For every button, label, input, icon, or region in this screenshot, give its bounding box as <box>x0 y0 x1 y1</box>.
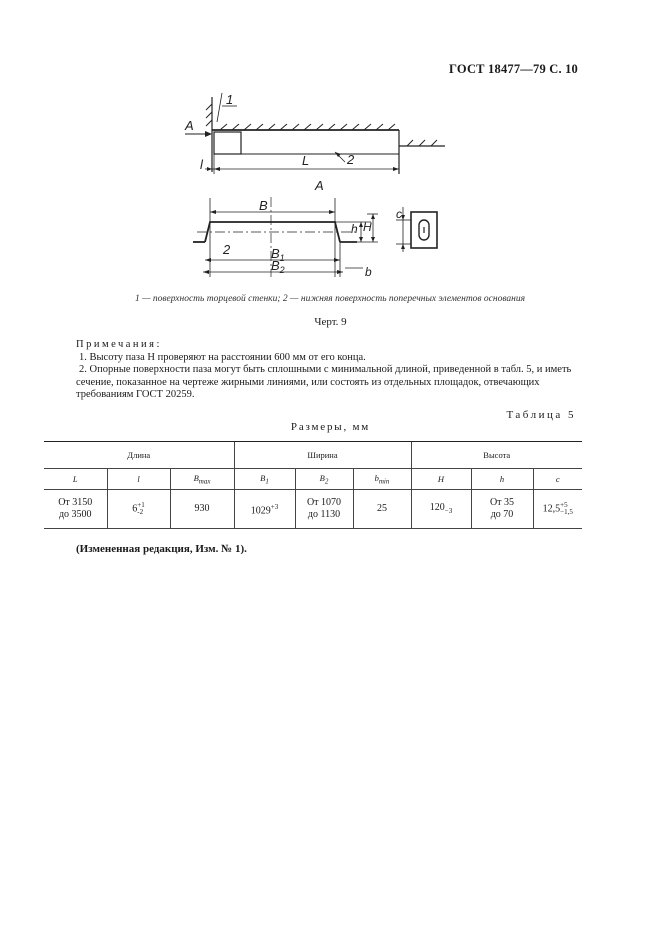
label-c: c <box>396 207 402 221</box>
leader-1 <box>217 93 222 122</box>
label-1-top: 1 <box>226 92 234 107</box>
label-h: h <box>351 222 358 236</box>
note-item-1: 1. Высоту паза Н проверяют на расстоянии 600 мм от его конца. <box>79 351 366 363</box>
label-2-section: 2 <box>223 242 231 257</box>
group-height: Высота <box>411 442 582 469</box>
label-B: B <box>259 198 268 213</box>
cell-H: $120_{-3}$ <box>411 490 471 529</box>
notes-heading: Примечания: <box>76 339 162 350</box>
table-column-header <box>44 469 582 490</box>
cell-B2: От 1070 до 1130 <box>295 490 353 529</box>
end-wall-hatching <box>206 104 212 126</box>
col-B2: $B_2$ <box>295 469 353 490</box>
cell-l: 6+1 -2 <box>107 490 170 529</box>
col-bmin: $b_{min}$ <box>353 469 411 490</box>
notes-block <box>76 339 586 402</box>
col-h: h <box>471 469 533 490</box>
technical-drawing <box>175 92 445 287</box>
cell-bmin: 25 <box>353 490 411 529</box>
table-group-header <box>44 442 582 469</box>
right-wall-hatching <box>407 140 437 146</box>
group-length: Длина <box>44 442 234 469</box>
dimensions-table <box>44 441 582 529</box>
label-B1: $B_1$ <box>271 246 285 263</box>
table-title: Таблица 5 <box>506 409 576 421</box>
label-A-arrow: A <box>185 118 194 133</box>
label-H: H <box>363 220 372 234</box>
col-H: H <box>411 469 471 490</box>
figure-caption: 1 — поверхность торцевой стенки; 2 — нижняя поверхность поперечных элементов основания <box>134 294 526 304</box>
table-subtitle: Размеры, мм <box>290 421 371 433</box>
col-l: l <box>107 469 170 490</box>
group-width: Ширина <box>234 442 411 469</box>
label-b: b <box>365 265 372 279</box>
label-L: L <box>302 153 310 168</box>
label-l: l <box>200 157 203 172</box>
label-B2: $B_2$ <box>271 258 285 275</box>
table-row <box>44 490 582 529</box>
col-c: c <box>533 469 582 490</box>
note-item-2: 2. Опорные поверхности паза могут быть сплошными с минимальной длиной, приведенной в табл. 5, и иметь сечение, показанное на чертеже жирными линиями, или состоять из отдельных площадок, отвечающих требованиям ГОСТ 20259. <box>76 364 572 401</box>
cell-c: 12,5+5 −1,5 <box>533 490 582 529</box>
edition-note: (Измененная редакция, Изм. № 1). <box>76 543 247 555</box>
cell-L: От 3150 до 3500 <box>44 490 107 529</box>
label-A-section: A <box>315 178 324 193</box>
cell-Bmax: 930 <box>170 490 234 529</box>
label-2-top: 2 <box>347 152 355 167</box>
cell-B1: $1029^{+3}$ <box>234 490 295 529</box>
cell-h: От 35 до 70 <box>471 490 533 529</box>
col-B1: $B_1$ <box>234 469 295 490</box>
end-block <box>214 132 241 154</box>
col-L: L <box>44 469 107 490</box>
col-Bmax: $B_{max}$ <box>170 469 234 490</box>
figure-label: Черт. 9 <box>314 316 347 328</box>
page-header: ГОСТ 18477—79 С. 10 <box>449 62 578 76</box>
